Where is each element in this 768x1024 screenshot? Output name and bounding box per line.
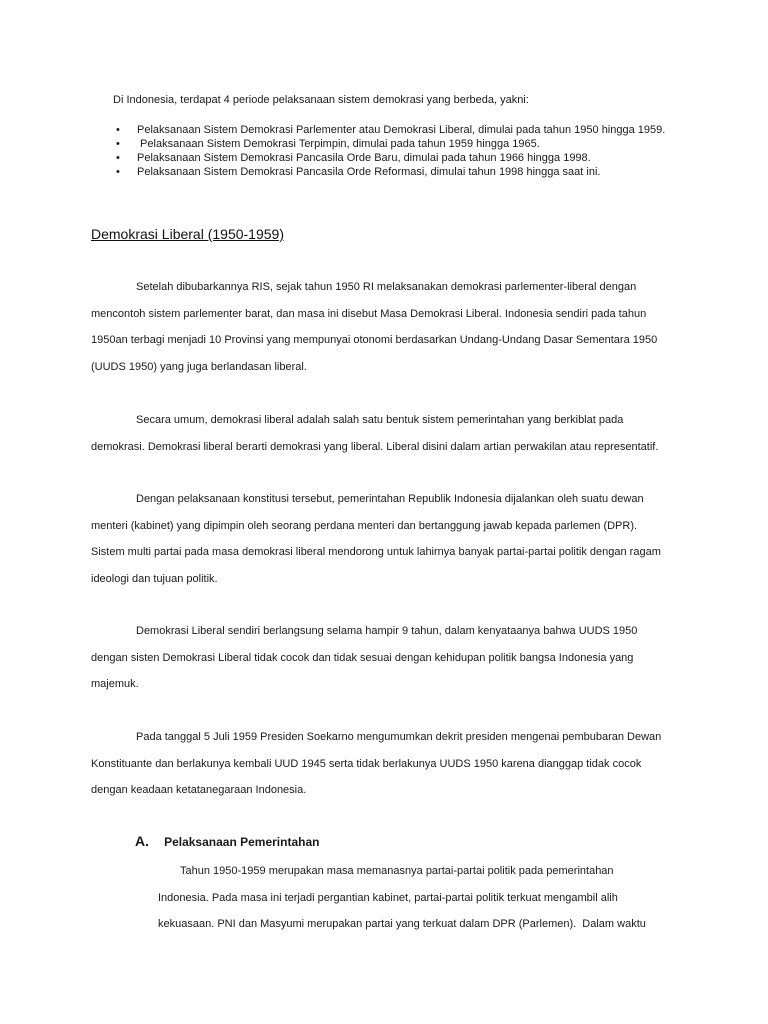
paragraph-line: (UUDS 1950) yang juga berlandasan liberal. (91, 360, 307, 373)
list-item (113, 151, 677, 165)
paragraph-line: Setelah dibubarkannya RIS, sejak tahun 1950 RI melaksanakan demokrasi parlementer-liberal dengan (136, 281, 637, 293)
paragraph-line: dengan sisten Demokrasi Liberal tidak cocok dan tidak sesuai dengan kehidupan politik bangsa Indonesia yang (91, 651, 634, 664)
paragraph-line: Tahun 1950-1959 merupakan masa memanasnya partai-partai politik pada pemerintahan (180, 865, 614, 877)
subsection-paragraph (158, 858, 678, 938)
paragraph-2 (91, 407, 691, 460)
paragraph-line: dengan keadaan ketatanegaraan Indonesia. (91, 784, 307, 796)
paragraph-line: ideologi dan tujuan politik. (91, 572, 218, 585)
paragraph-3 (91, 486, 691, 592)
subsection-letter: A. (135, 833, 149, 849)
paragraph-line: Pada tanggal 5 Juli 1959 Presiden Soekarno mengumumkan dekrit presiden mengenai pembubaran Dewan (136, 731, 662, 743)
paragraph-line: kekuasaan. PNI dan Masyumi merupakan partai yang terkuat dalam DPR (Parlemen). Dalam waktu (158, 918, 646, 930)
subsection-title: Pelaksanaan Pemerintahan (164, 835, 320, 849)
paragraph-line: Konstituante dan berlakunya kembali UUD 1945 serta tidak berlakunya UUDS 1950 karena dianggap tidak cocok (91, 757, 642, 770)
bullet-icon: • (116, 166, 120, 178)
period-list (113, 123, 677, 179)
paragraph-line: 1950an terbagi menjadi 10 Provinsi yang mempunyai otonomi berdasarkan Undang-Undang Dasar Sementara 1950 (91, 334, 658, 346)
list-item (113, 137, 677, 151)
list-item-text: Pelaksanaan Sistem Demokrasi Pancasila Orde Baru, dimulai pada tahun 1966 hingga 1998. (137, 152, 591, 164)
paragraph-line: Sistem multi partai pada masa demokrasi liberal mendorong untuk lahirnya banyak partai-partai politik dengan ragam (91, 546, 661, 558)
list-item-text: Pelaksanaan Sistem Demokrasi Terpimpin, dimulai pada tahun 1959 hingga 1965. (137, 138, 540, 150)
bullet-icon: • (116, 124, 120, 136)
paragraph-4 (91, 618, 691, 698)
paragraph-5 (91, 724, 691, 804)
paragraph-line: Indonesia. Pada masa ini terjadi pergantian kabinet, partai-partai politik terkuat mengambil alih (158, 891, 618, 904)
paragraph-line: demokrasi. Demokrasi liberal berarti demokrasi yang liberal. Liberal disini dalam artian perwakilan atau representatif. (91, 440, 659, 453)
list-item (113, 165, 677, 179)
section-heading: Demokrasi Liberal (1950-1959) (91, 226, 284, 242)
list-item (113, 123, 677, 137)
paragraph-line: menteri (kabinet) yang dipimpin oleh seorang perdana menteri dan bertanggung jawab kepada parlemen (DPR). (91, 519, 638, 532)
paragraph-line: majemuk. (91, 678, 139, 690)
subsection-heading (135, 833, 319, 849)
bullet-icon: • (116, 152, 120, 164)
paragraph-1 (91, 274, 691, 380)
paragraph-line: mencontoh sistem parlementer barat, dan masa ini disebut Masa Demokrasi Liberal. Indonesia sendiri pada tahun (91, 307, 647, 320)
list-item-text: Pelaksanaan Sistem Demokrasi Pancasila Orde Reformasi, dimulai tahun 1998 hingga saat ini. (137, 166, 601, 178)
paragraph-line: Secara umum, demokrasi liberal adalah salah satu bentuk sistem pemerintahan yang berkiblat pada (136, 414, 624, 426)
list-item-text: Pelaksanaan Sistem Demokrasi Parlementer atau Demokrasi Liberal, dimulai pada tahun 1950 hingga 1959. (137, 124, 666, 136)
bullet-icon: • (116, 138, 120, 150)
intro-text: Di Indonesia, terdapat 4 periode pelaksanaan sistem demokrasi yang berbeda, yakni: (113, 94, 529, 106)
paragraph-line: Demokrasi Liberal sendiri berlangsung selama hampir 9 tahun, dalam kenyataanya bahwa UUDS 1950 (136, 625, 638, 637)
paragraph-line: Dengan pelaksanaan konstitusi tersebut, pemerintahan Republik Indonesia dijalankan oleh suatu dewan (136, 493, 644, 505)
